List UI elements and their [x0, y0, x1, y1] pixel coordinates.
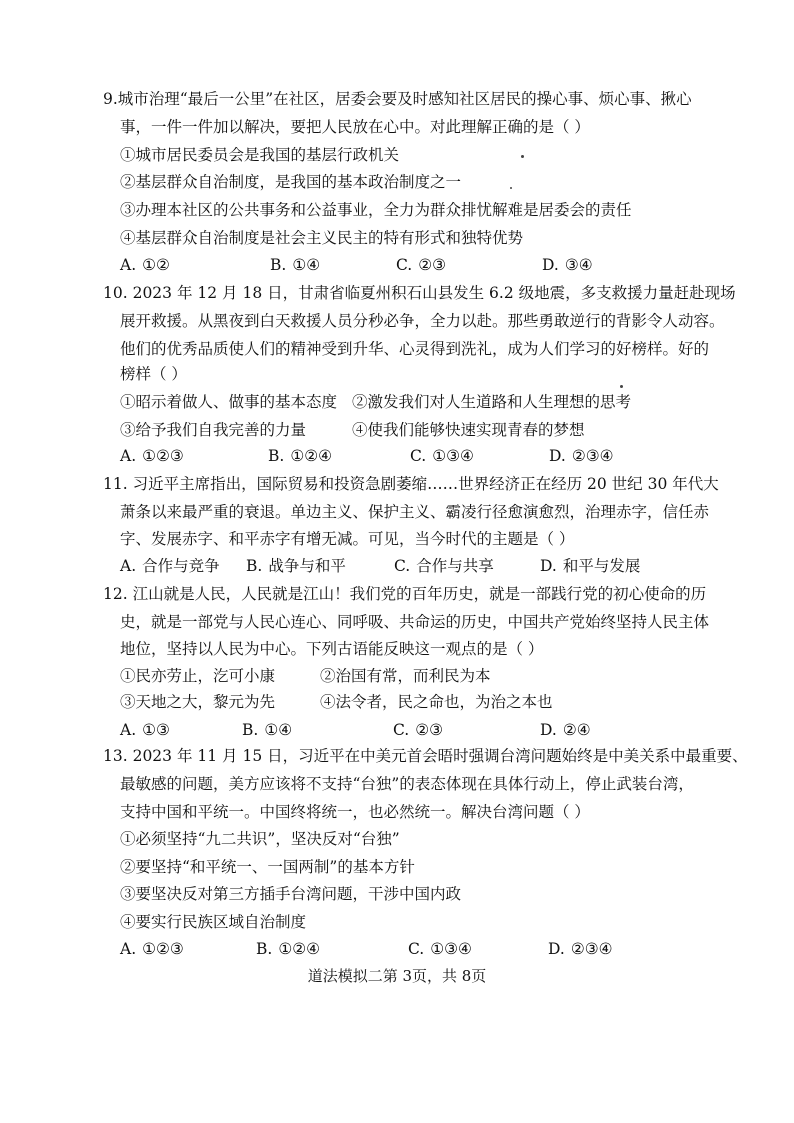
statement-3: ③给予我们自我完善的力量 — [120, 421, 307, 439]
options-row — [120, 556, 794, 578]
statement-3: ③要坚决反对第三方插手台湾问题，干涉中国内政 — [120, 885, 462, 903]
question-stem-line: 萧条以来最严重的衰退。单边主义、保护主义、霸凌行径愈演愈烈，治理赤字，信任赤 — [120, 503, 710, 521]
options-row — [120, 255, 794, 277]
option-a[interactable]: A. ①②③ — [120, 447, 184, 465]
statement-4: ④要实行民族区域自治制度 — [120, 913, 307, 931]
question-stem-line: 他们的优秀品质使人们的精神受到升华、心灵得到洗礼，成为人们学习的好榜样。好的 — [120, 340, 710, 358]
option-a[interactable]: A. ①③ — [120, 721, 170, 739]
options-row — [120, 720, 794, 742]
option-d[interactable]: D. ③④ — [542, 256, 593, 274]
statement-2: ②要坚持“和平统一、一国两制”的基本方针 — [120, 858, 415, 876]
option-b[interactable]: B. ①④ — [270, 256, 321, 274]
question-stem-line: 字、发展赤字、和平赤字有增无减。可见，当今时代的主题是（ ） — [120, 530, 575, 548]
question-stem-line: 展开救援。从黑夜到白天救援人员分秒必争，全力以赴。那些勇敢逆行的背影令人动容。 — [120, 312, 725, 330]
option-c[interactable]: C. ①③④ — [408, 940, 472, 958]
scan-speck — [510, 187, 512, 189]
question-stem-line: 10. 2023 年 12 月 18 日，甘肃省临夏州积石山县发生 6.2 级地震，多支救援力量赶赴现场 — [103, 284, 736, 302]
option-c[interactable]: C. ②③ — [396, 256, 447, 274]
option-b[interactable]: B. ①④ — [242, 721, 293, 739]
question-stem-line: 13. 2023 年 11 月 15 日，习近平在中美元首会晤时强调台湾问题始终是中美关系中最重要、 — [103, 747, 748, 765]
question-stem-line: 9.城市治理“最后一公里”在社区，居委会要及时感知社区居民的操心事、烦心事、揪心 — [103, 90, 692, 108]
statement-3: ③办理本社区的公共事务和公益事业，全力为群众排忧解难是居委会的责任 — [120, 201, 632, 219]
option-a[interactable]: A. 合作与竞争 — [120, 557, 220, 575]
question-stem-line: 11. 习近平主席指出，国际贸易和投资急剧萎缩……世界经济正在经历 20 世纪 30 年代大 — [103, 475, 719, 493]
option-b[interactable]: B. 战争与和平 — [246, 557, 346, 575]
option-a[interactable]: A. ①② — [120, 256, 170, 274]
question-stem-line: 事，一件一件加以解决，要把人民放在心中。对此理解正确的是（ ） — [120, 118, 590, 136]
statement-2: ②治国有常，而利民为本 — [320, 667, 491, 685]
page-footer: 道法模拟二第 3页，共 8页 — [307, 967, 487, 985]
statement-2: ②基层群众自治制度，是我国的基本政治制度之一 — [120, 173, 462, 191]
option-d[interactable]: D. 和平与发展 — [540, 557, 641, 575]
question-stem-line: 12. 江山就是人民，人民就是江山！我们党的百年历史，就是一部践行党的初心使命的历 — [103, 585, 707, 603]
option-c[interactable]: C. ①③④ — [410, 447, 474, 465]
option-c[interactable]: C. 合作与共享 — [394, 557, 494, 575]
option-d[interactable]: D. ②④ — [540, 721, 591, 739]
question-stem-line: 史，就是一部党与人民心连心、同呼吸、共命运的历史，中国共产党始终坚持人民主体 — [120, 613, 710, 631]
statement-4: ④基层群众自治制度是社会主义民主的特有形式和独特优势 — [120, 229, 524, 247]
option-a[interactable]: A. ①②③ — [120, 940, 184, 958]
question-stem-line: 地位，坚持以人民为中心。下列古语能反映这一观点的是（ ） — [120, 640, 544, 658]
option-d[interactable]: D. ②③④ — [549, 447, 614, 465]
statement-3: ③天地之大，黎元为先 — [120, 693, 276, 711]
statement-1: ①城市居民委员会是我国的基层行政机关 — [120, 146, 400, 164]
question-stem-line: 榜样（ ） — [120, 365, 187, 383]
statement-1: ①昭示着做人、做事的基本态度 — [120, 393, 338, 411]
statement-4: ④使我们能够快速实现青春的梦想 — [352, 421, 585, 439]
question-stem-line: 支持中国和平统一。中国终将统一，也必然统一。解决台湾问题（ ） — [120, 803, 590, 821]
statement-2: ②激发我们对人生道路和人生理想的思考 — [352, 393, 632, 411]
option-d[interactable]: D. ②③④ — [548, 940, 613, 958]
option-c[interactable]: C. ②③ — [393, 721, 444, 739]
scan-speck — [521, 155, 524, 158]
question-stem-line: 最敏感的问题，美方应该将不支持“台独”的表态体现在具体行动上，停止武装台湾， — [120, 775, 694, 793]
statement-1: ①必须坚持“九二共识”，坚决反对“台独” — [120, 830, 400, 848]
option-b[interactable]: B. ①②④ — [256, 940, 321, 958]
scan-speck — [620, 385, 623, 388]
options-row — [120, 939, 794, 961]
options-row — [120, 446, 794, 468]
statement-4: ④法令者，民之命也，为治之本也 — [320, 693, 553, 711]
statement-1: ①民亦劳止，汔可小康 — [120, 667, 276, 685]
option-b[interactable]: B. ①②④ — [268, 447, 333, 465]
